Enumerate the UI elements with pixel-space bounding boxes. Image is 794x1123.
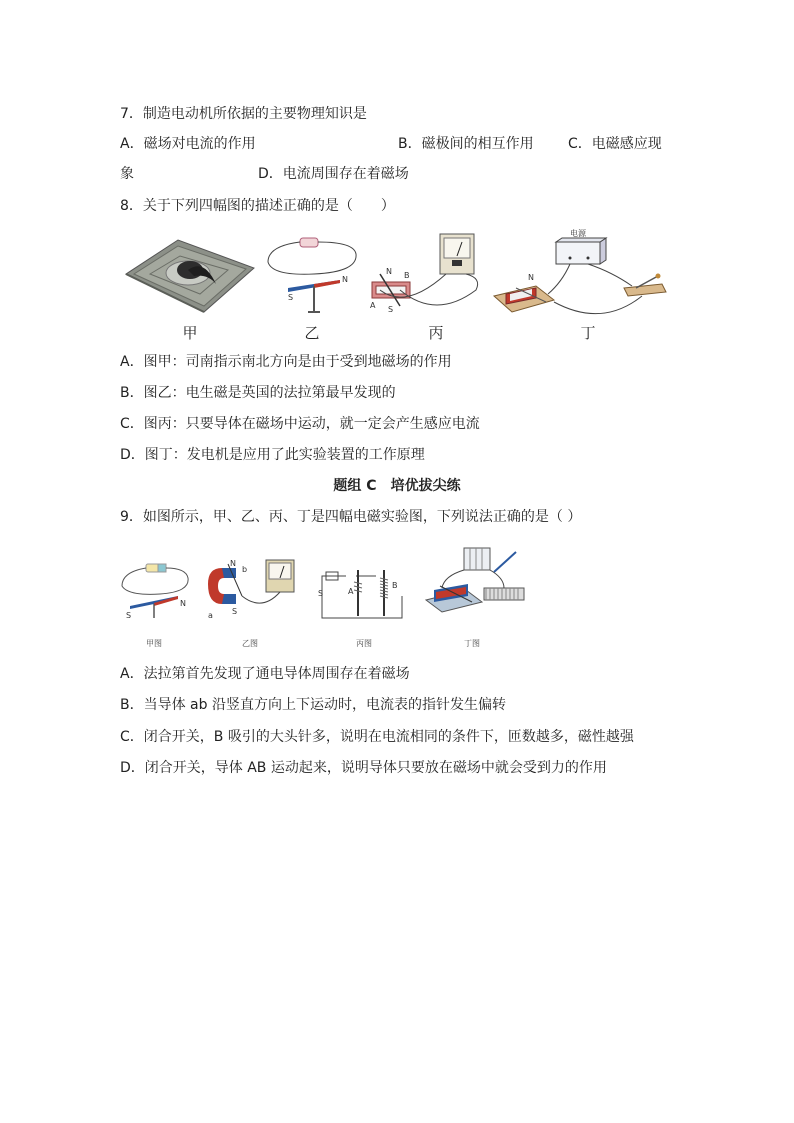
q8-ding-label-power: 电源 bbox=[570, 229, 586, 238]
q9-caption-yi: 乙图 bbox=[242, 639, 258, 648]
q8-caption-yi: 乙 bbox=[304, 324, 320, 342]
q8-figure-bing-induction bbox=[366, 230, 496, 324]
q9-option-b: B．当导体 ab 沿竖直方向上下运动时，电流表的指针发生偏转 bbox=[120, 697, 506, 713]
q8-figure-jia-sinan bbox=[120, 224, 260, 324]
q9-figure-ding bbox=[424, 542, 528, 626]
q8-ding-label-n: N bbox=[528, 273, 534, 282]
q8-bing-label-n: N bbox=[386, 267, 392, 276]
q8-caption-bing: 丙 bbox=[428, 324, 444, 342]
q9-yi-label-s: S bbox=[232, 607, 238, 616]
q9-bing-label-b: B bbox=[392, 581, 398, 590]
q9-stem: 9．如图所示，甲、乙、丙、丁是四幅电磁实验图，下列说法正确的是（ ） bbox=[120, 509, 582, 525]
q8-yi-label-n: N bbox=[342, 275, 348, 284]
q9-option-d: D．闭合开关，导体 AB 运动起来，说明导体只要放在磁场中就会受到力的作用 bbox=[120, 760, 607, 776]
q8-stem: 8．关于下列四幅图的描述正确的是（ ） bbox=[120, 198, 395, 214]
q8-bing-label-a: A bbox=[370, 301, 376, 310]
q8-bing-label-b: B bbox=[404, 271, 410, 280]
q9-figure-bing bbox=[316, 566, 406, 628]
q8-caption-jia: 甲 bbox=[182, 324, 198, 342]
q8-option-d: D．图丁：发电机是应用了此实验装置的工作原理 bbox=[120, 447, 425, 463]
q7-option-c-continued: 象 bbox=[120, 166, 134, 182]
q9-bing-label-a: A bbox=[348, 587, 354, 596]
q9-bing-label-s: S bbox=[318, 589, 324, 598]
q9-figure-jia bbox=[120, 556, 196, 622]
q8-figure-ding-motor bbox=[492, 228, 670, 324]
q8-bing-label-s: S bbox=[388, 305, 394, 314]
q7-option-d: D．电流周围存在着磁场 bbox=[258, 166, 409, 182]
q9-caption-bing: 丙图 bbox=[356, 639, 372, 648]
q9-yi-label-b: b bbox=[242, 565, 248, 574]
q9-yi-label-n: N bbox=[230, 559, 236, 568]
q7-option-b: B．磁极间的相互作用 bbox=[398, 136, 534, 152]
q7-stem: 7．制造电动机所依据的主要物理知识是 bbox=[120, 106, 367, 122]
q8-option-c: C．图丙：只要导体在磁场中运动，就一定会产生感应电流 bbox=[120, 416, 480, 432]
q9-caption-ding: 丁图 bbox=[464, 639, 480, 648]
q9-figure-yi bbox=[202, 556, 298, 626]
q8-figure-yi-oersted bbox=[264, 232, 364, 324]
q8-option-a: A．图甲：司南指示南北方向是由于受到地磁场的作用 bbox=[120, 354, 452, 370]
q8-yi-label-s: S bbox=[288, 293, 294, 302]
q8-option-b: B．图乙：电生磁是英国的法拉第最早发现的 bbox=[120, 385, 396, 401]
q9-option-a: A．法拉第首先发现了通电导体周围存在着磁场 bbox=[120, 666, 410, 682]
q7-option-c: C．电磁感应现 bbox=[568, 136, 662, 152]
q7-option-a: A．磁场对电流的作用 bbox=[120, 136, 256, 152]
q8-caption-ding: 丁 bbox=[580, 324, 596, 342]
q9-caption-jia: 甲图 bbox=[146, 639, 162, 648]
q9-yi-label-a: a bbox=[208, 611, 213, 620]
q9-option-c: C．闭合开关，B 吸引的大头针多，说明在电流相同的条件下，匝数越多，磁性越强 bbox=[120, 729, 634, 745]
group-heading: 题组 C 培优拔尖练 bbox=[333, 478, 461, 494]
q9-jia-label-n: N bbox=[180, 599, 186, 608]
q9-jia-label-s: S bbox=[126, 611, 132, 620]
